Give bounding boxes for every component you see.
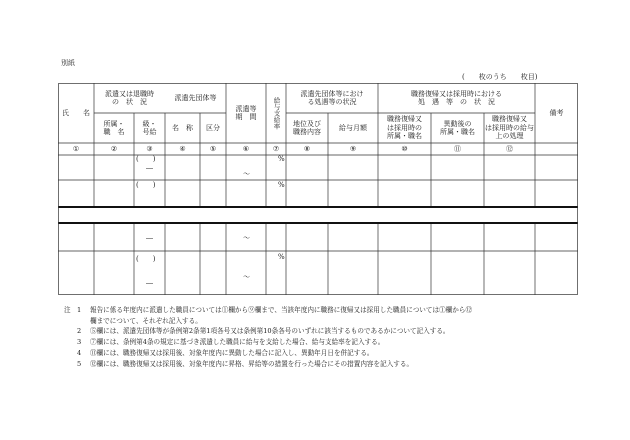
grade-dash: ― [146, 234, 153, 242]
header-treatment: 派遣先団体等におけ る処遇等の状況 [300, 89, 364, 106]
grade-paren: ( ) [136, 255, 156, 263]
note-number: 1 [77, 306, 82, 314]
col-number: ⑨ [349, 144, 357, 153]
notes [64, 305, 574, 369]
period-tilde: ～ [243, 170, 250, 178]
note-text: 報告に係る年度内に派遣した職員については①欄から⑨欄まで、当該年度内に職務に復帰又は採用した職員については①欄から⑫ [90, 306, 473, 314]
note-text: ⑦欄には、条例第4条の規定に基づき派遣した職員に給与を支給した場合、給与支給率を記入する。 [90, 338, 385, 347]
page-label: 別紙 [61, 59, 75, 67]
note-item [64, 359, 574, 370]
header-period: 派遣等 期 間 [235, 104, 257, 121]
col-number: ① [72, 144, 80, 153]
header-return-affiliation: 職務復帰又 は採用時の 所属・職名 [387, 115, 422, 141]
note-text: 欄までについて、それぞれ記入する。 [90, 316, 202, 325]
note-item [64, 326, 574, 337]
header-position-duty: 地位及び 職務内容 [293, 119, 321, 136]
ratio-percent: % [278, 253, 285, 261]
header-destination-name: 名 称 [172, 123, 193, 132]
note-number: 2 [77, 327, 82, 336]
header-remarks: 備考 [549, 108, 564, 117]
col-number: ⑪ [454, 144, 461, 153]
period-tilde: ～ [243, 234, 250, 242]
header-destination: 派遣先団体等 [174, 93, 217, 102]
col-number: ⑤ [209, 144, 217, 153]
header-destination-class: 区分 [206, 123, 220, 132]
col-number: ③ [146, 144, 153, 153]
grade-dash: ― [146, 279, 153, 287]
col-number: ② [110, 144, 118, 153]
grade-paren: ( ) [136, 181, 156, 189]
note-text: ⑪欄には、職務復帰又は採用後、対象年度内に異動した場合に記入し、異動年月日を併記する。 [90, 348, 374, 357]
period-tilde: ～ [243, 273, 250, 281]
page-count: ( 枚のうち 枚目) [462, 73, 538, 81]
col-number: ⑦ [272, 144, 280, 153]
report-table [58, 83, 578, 295]
ratio-percent: % [278, 181, 285, 189]
note-text: ⑫欄には、職務復帰又は採用後、対象年度内に昇格、昇給等の措置を行った場合にその措置内容を記入する。 [90, 359, 414, 368]
note-item [64, 348, 574, 359]
header-salary-treatment: 職務復帰又 は採用時の給与 上の処理 [485, 115, 534, 141]
grade-dash: ― [146, 164, 153, 172]
note-item [64, 337, 574, 348]
col-number: ⑩ [401, 144, 408, 153]
header-salary-ratio: 給与支給率 [272, 96, 281, 130]
header-transfer-affiliation: 異動後の 所属・職名 [440, 119, 475, 136]
col-number: ⑥ [242, 144, 250, 153]
note-continuation [64, 316, 574, 327]
grade-paren: ( ) [136, 155, 156, 163]
note-number: 3 [77, 338, 82, 347]
header-dispatch-status: 派遣又は退職時 の 状 況 [105, 89, 154, 106]
note-number: 5 [77, 359, 82, 368]
note-item [64, 305, 574, 316]
header-return-treatment: 職務復帰又は採用時における 処 遇 等 の 状 況 [411, 89, 502, 106]
header-grade: 級・ 号給 [142, 119, 157, 136]
header-affiliation: 所属・ 職 名 [103, 119, 125, 136]
notes-head: 注 [64, 306, 71, 314]
col-number: ⑧ [303, 144, 311, 153]
col-number: ⑫ [506, 144, 513, 153]
ratio-percent: % [278, 155, 285, 163]
col-number: ④ [179, 144, 186, 153]
note-text: ⑤欄には、派遣先団体等が条例第2条第1項各号又は条例第10条各号のいずれに該当するものであるかについて記入する。 [90, 327, 450, 336]
header-name: 氏 名 [62, 108, 90, 117]
header-monthly-salary: 給与月額 [339, 123, 367, 132]
note-number: 4 [77, 348, 82, 357]
